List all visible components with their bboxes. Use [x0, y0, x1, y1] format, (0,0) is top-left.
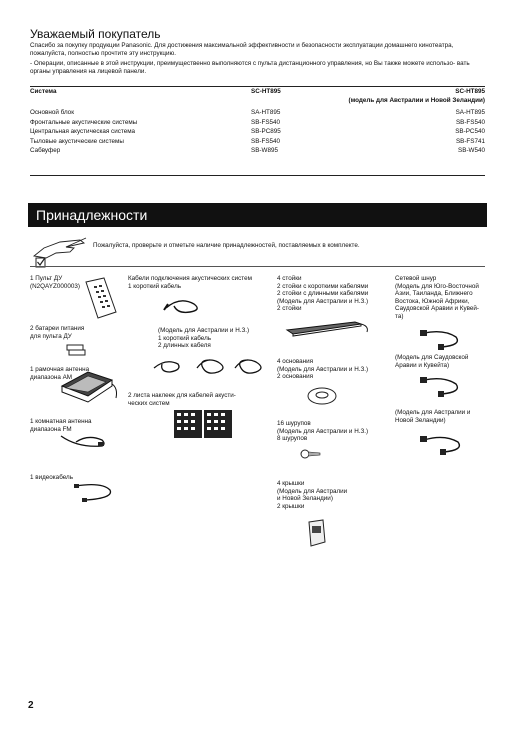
row-value-2: SB-PC540 [455, 128, 485, 136]
accessory-stickers: 2 листа наклеек для кабелей акусти- ческих систем [128, 392, 236, 407]
intro-paragraph-2: - Операции, описанные в этой инструкции, преимущественно выполняются с пульта дистанционного управления, но Вы также можете использо- вать органы управления на лицевой панели. [30, 60, 470, 75]
intro-paragraph-1: Спасибо за покупку продукции Panasonic. Для достижения максимальной эффективности и безопасности эксплуатации домашнего кинотеатра, пожалуйста, полностью прочтите эту инструкцию. [30, 42, 454, 57]
check-note: Пожалуйста, проверьте и отметьте наличие принадлежностей, поставляемых в комплекте. [93, 242, 360, 249]
hand-checkmark-icon [30, 234, 88, 270]
accessory-am-antenna: 1 рамочная антенна диапазона AM [30, 366, 90, 381]
page-number: 2 [28, 700, 34, 711]
speaker-cable-icon [160, 292, 208, 318]
accessory-remote: 1 Пульт ДУ (N2QAYZ000003) [30, 275, 80, 290]
intro-text [30, 42, 485, 78]
header-col2: SC-HT895 [455, 88, 485, 95]
accessory-bases: 4 основания (Модель для Австралии и Н.З.) 2 основания [277, 358, 369, 381]
screw-icon [300, 448, 322, 460]
speaker-cable-long-icon [194, 354, 228, 378]
accessory-fm-antenna: 1 комнатная антенна диапазона FM [30, 418, 92, 433]
row-label: Центральная акустическая система [30, 128, 136, 136]
accessory-video-cable: 1 видеокабель [30, 474, 73, 481]
cover-icon [305, 518, 329, 548]
section-divider [30, 266, 485, 267]
row-value-1: SB-PC895 [251, 128, 281, 136]
table-row [30, 109, 485, 119]
section-header [28, 203, 487, 227]
table-bottom-rule [30, 175, 485, 176]
video-cable-icon [72, 480, 116, 504]
section-title: Принадлежности [36, 207, 148, 223]
system-table [30, 88, 485, 157]
accessory-power-cord-2: (Модель для Саудовской Аравии и Кувейта) [395, 354, 469, 369]
am-loop-antenna-icon [58, 366, 120, 408]
accessory-speaker-cables: Кабели подключения акустических систем 1 короткий кабель [128, 275, 252, 290]
accessory-power-cord-3: (Модель для Австралии и Новой Зеландии) [395, 409, 471, 424]
fm-antenna-icon [58, 430, 108, 452]
header-system: Система [30, 88, 57, 95]
power-cord-icon [418, 430, 470, 458]
row-value-2: SB-FS540 [455, 118, 485, 126]
accessory-speaker-cables-au: (Модель для Австралии и Н.З.) 1 короткий кабель 2 длинных кабеля [158, 327, 250, 350]
speaker-cable-short-icon [150, 354, 184, 378]
table-row [30, 147, 485, 157]
row-value-2: SB-W540 [458, 147, 485, 155]
header-col1: SC-HT895 [251, 88, 281, 95]
accessory-batteries: 2 батареи питания для пульта ДУ [30, 325, 85, 340]
header-col2-sub: (модель для Австралии и Новой Зеландии) [348, 97, 485, 104]
stand-base-icon [306, 384, 340, 408]
row-label: Тыловые акустические системы [30, 137, 124, 145]
accessory-stands: 4 стойки 2 стойки с короткими кабелями 2 стойки с длинными кабелями (Модель для Австралии и Н.З.) 2 стойки [277, 275, 369, 313]
row-value-1: SB-FS540 [251, 137, 281, 145]
table-top-rule [30, 86, 485, 87]
row-value-2: SB-FS741 [455, 137, 485, 145]
row-label: Сабвуфер [30, 147, 61, 155]
page-title: Уважаемый покупатель [30, 27, 161, 41]
row-value-1: SB-W895 [251, 147, 278, 155]
table-row [30, 138, 485, 148]
table-row [30, 119, 485, 129]
power-cord-icon [418, 372, 468, 400]
remote-control-icon [82, 276, 118, 322]
table-header-row [30, 88, 485, 97]
speaker-cable-long-icon [232, 354, 266, 378]
row-value-1: SB-FS540 [251, 118, 281, 126]
accessory-screws: 16 шурупов (Модель для Австралии и Н.З.) 8 шурупов [277, 420, 369, 443]
accessory-power-cord-1: Сетевой шнур (Модель для Юго-Восточной Азии, Таиланда, Ближнего Востока, Южной Африки, Саудовской Аравии и Кувей- та) [395, 275, 479, 320]
table-row [30, 128, 485, 138]
row-value-1: SA-HT895 [251, 109, 281, 116]
row-label: Основной блок [30, 109, 74, 116]
row-label: Фронтальные акустические системы [30, 118, 138, 126]
speaker-stand-icon [285, 318, 371, 338]
power-cord-icon [418, 325, 468, 353]
table-header-sub-row [30, 97, 485, 109]
cable-stickers-icon [172, 408, 234, 440]
accessory-covers: 4 крышки (Модель для Австралии и Новой Зеландии) 2 крышки [277, 480, 348, 510]
row-value-2: SA-HT895 [455, 109, 485, 116]
battery-icon [66, 343, 88, 357]
